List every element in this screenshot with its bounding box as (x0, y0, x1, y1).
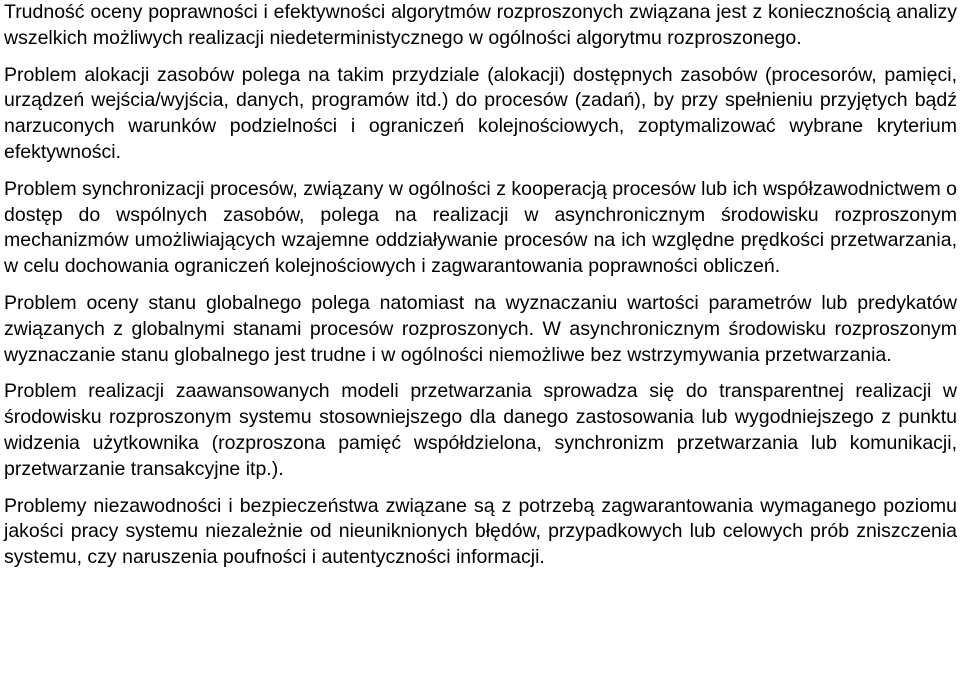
document-body (4, 0, 957, 571)
paragraph-process-synchronization: Problem synchronizacji procesów, związany w ogólności z kooperacją procesów lub ich współzawodnictwem o dostęp do wspólnych zasobów, polega na realizacji w asynchronicznym środowisku rozproszonym mechanizmów umożliwiających wzajemne oddziaływanie procesów na ich względne prędkości przetwarzania, w celu dochowania ograniczeń kolejnościowych i zagwarantowania poprawności obliczeń. (4, 177, 957, 278)
paragraph-reliability-security: Problemy niezawodności i bezpieczeństwa związane są z potrzebą zagwarantowania wymaganego poziomu jakości pracy systemu niezależnie od nieuniknionych błędów, przypadkowych lub celowych prób zniszczenia systemu, czy naruszenia poufności i autentyczności informacji. (4, 494, 957, 569)
paragraph-global-state: Problem oceny stanu globalnego polega natomiast na wyznaczaniu wartości parametrów lub predykatów związanych z globalnymi stanami procesów rozproszonych. W asynchronicznym środowisku rozproszonym wyznaczanie stanu globalnego jest trudne i w ogólności niemożliwe bez wstrzymywania przetwarzania. (4, 291, 957, 366)
paragraph-resource-allocation: Problem alokacji zasobów polega na takim przydziale (alokacji) dostępnych zasobów (procesorów, pamięci, urządzeń wejścia/wyjścia, danych, programów itd.) do procesów (zadań), by przy spełnieniu przyjętych bądź narzuconych warunków podzielności i ograniczeń kolejnościowych, zoptymalizować wybrane kryterium efektywności. (4, 63, 957, 163)
paragraph-advanced-models: Problem realizacji zaawansowanych modeli przetwarzania sprowadza się do transparentnej realizacji w środowisku rozproszonym systemu stosowniejszego dla danego zastosowania lub wygodniejszego z punktu widzenia użytkownika (rozproszona pamięć współdzielona, synchronizm przetwarzania lub komunikacji, przetwarzanie transakcyjne itp.). (4, 380, 957, 480)
paragraph-correctness-efficiency: Trudność oceny poprawności i efektywności algorytmów rozproszonych związana jest z koniecznością analizy wszelkich możliwych realizacji niedeterministycznego w ogólności algorytmu rozproszonego. (4, 1, 957, 49)
